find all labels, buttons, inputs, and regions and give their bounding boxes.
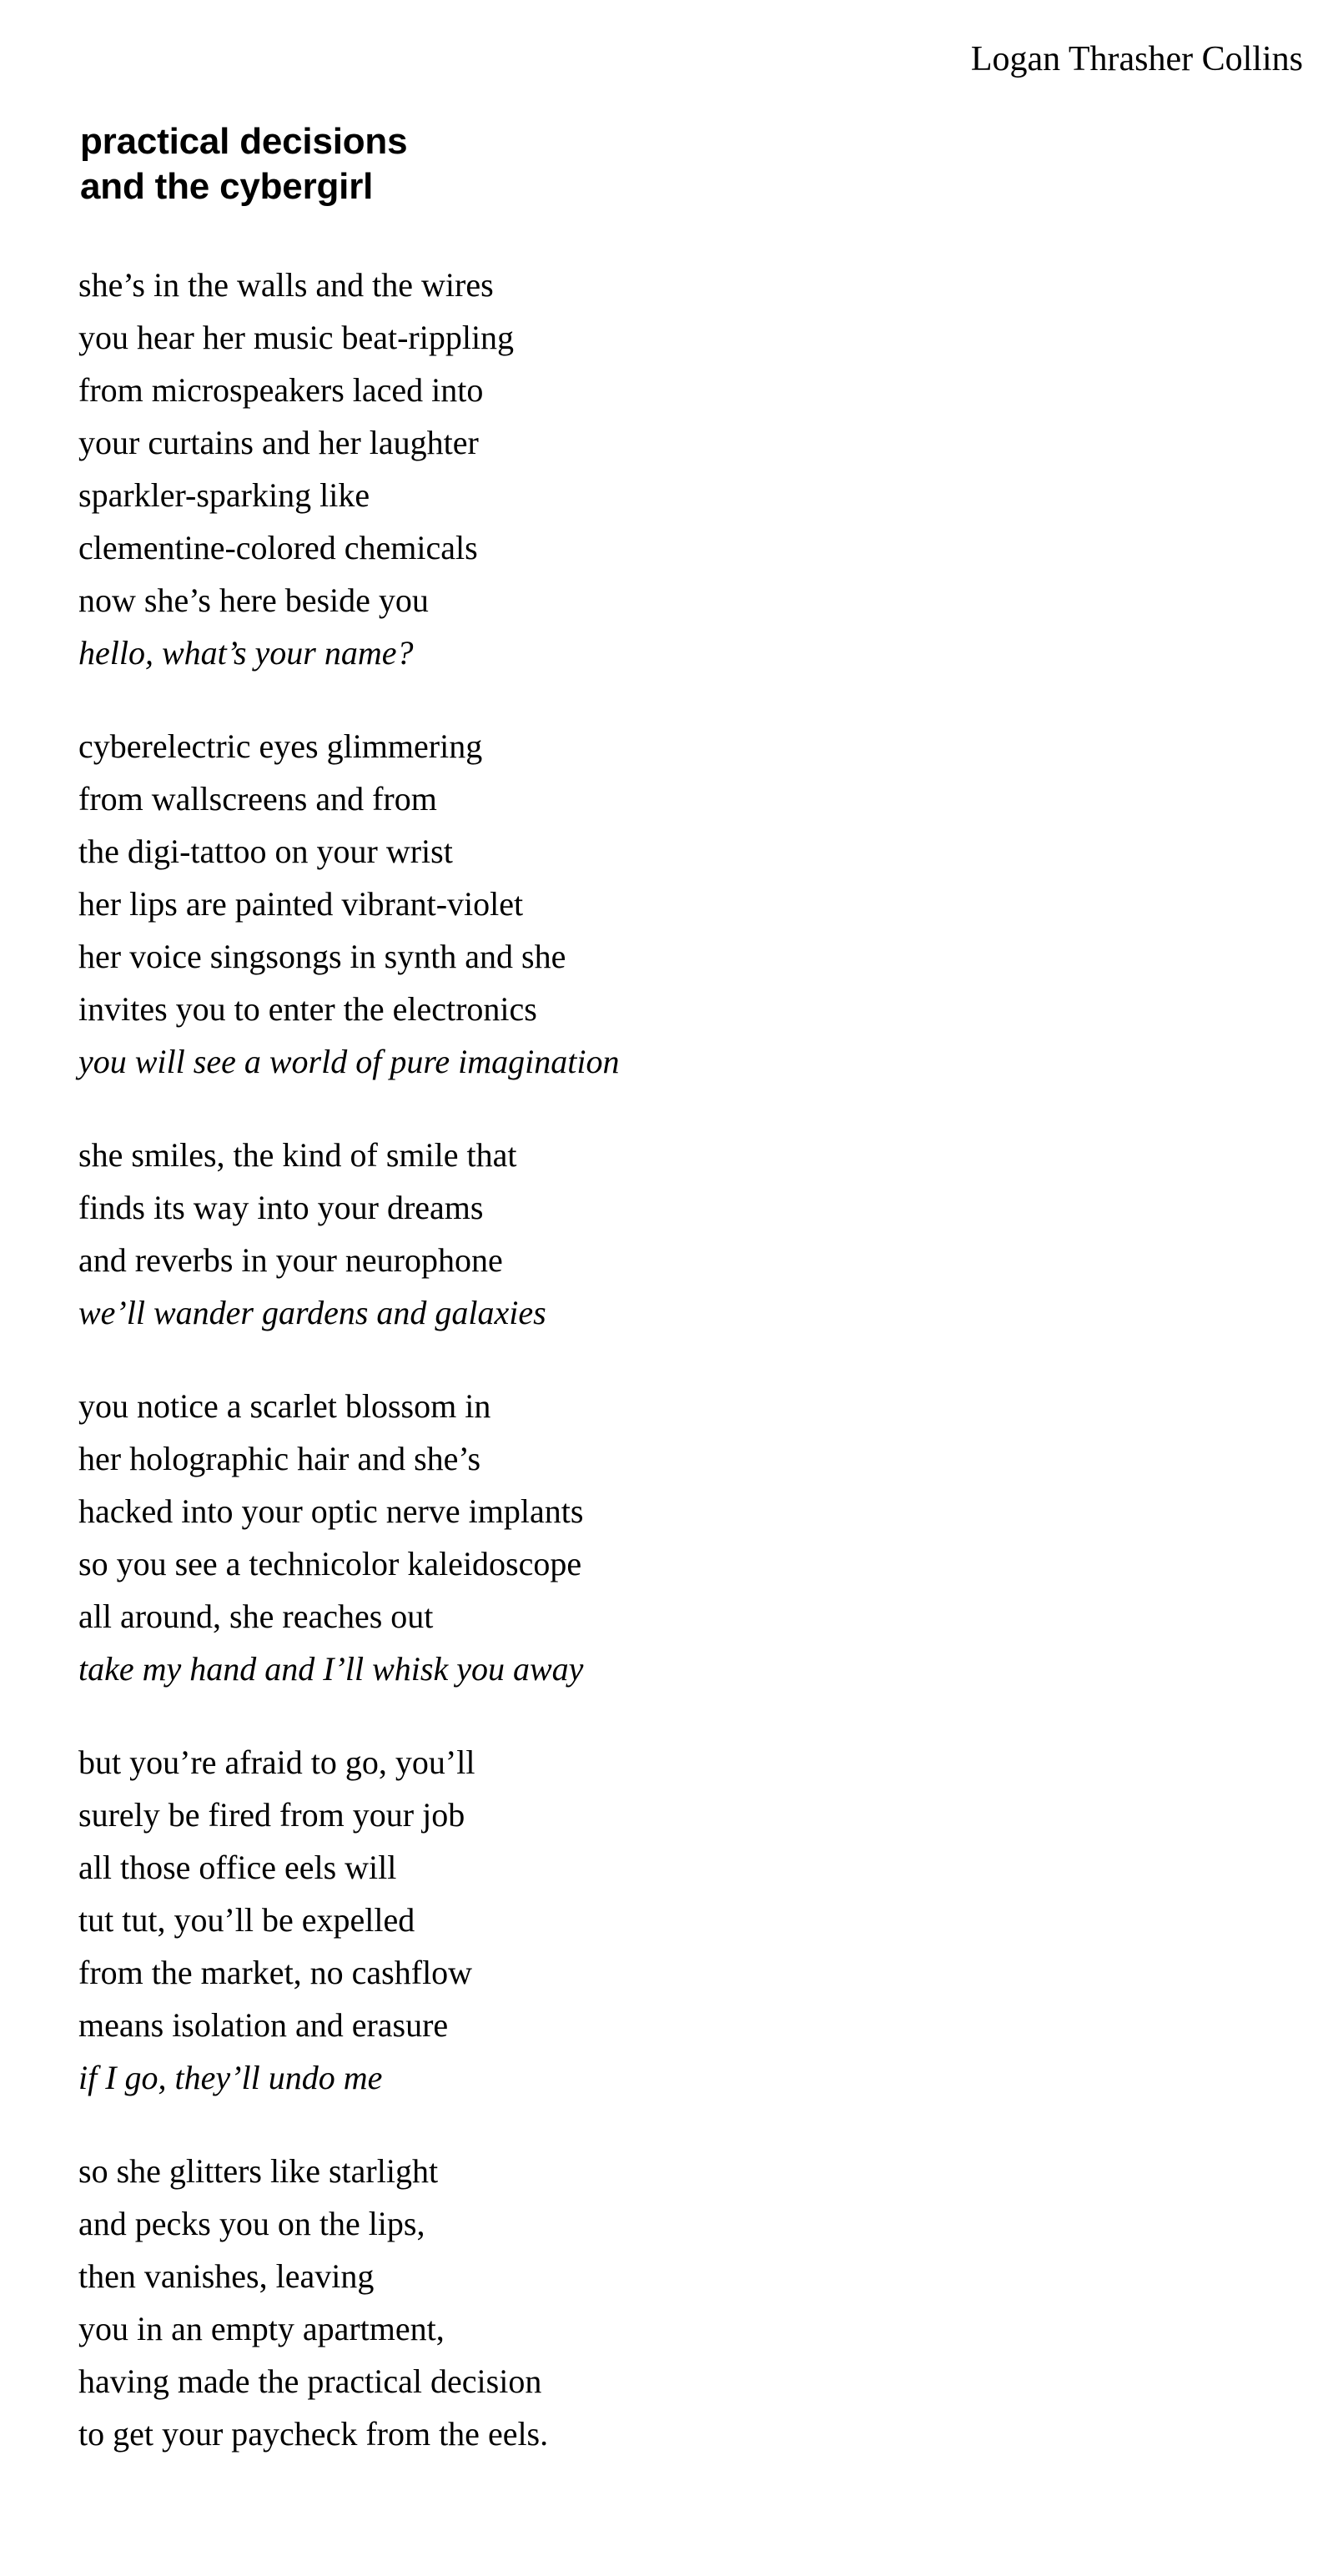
poem-line: and reverbs in your neurophone bbox=[78, 1241, 503, 1279]
poem-line: and pecks you on the lips, bbox=[78, 2205, 425, 2242]
stanza bbox=[78, 1736, 996, 2104]
poem-line: sparkler-sparking like bbox=[78, 476, 370, 514]
poem-line: her voice singsongs in synth and she bbox=[78, 938, 566, 975]
poem-line: from microspeakers laced into bbox=[78, 371, 484, 409]
poem-line: you will see a world of pure imagination bbox=[78, 1043, 620, 1080]
poem-line: from wallscreens and from bbox=[78, 780, 437, 818]
poem-line: her holographic hair and she’s bbox=[78, 1440, 481, 1477]
poem-line: we’ll wander gardens and galaxies bbox=[78, 1294, 546, 1331]
poem-line: her lips are painted vibrant-violet bbox=[78, 885, 524, 923]
poem-line: hacked into your optic nerve implants bbox=[78, 1492, 584, 1530]
poem-line: so she glitters like starlight bbox=[78, 2152, 439, 2190]
stanza bbox=[78, 2145, 996, 2460]
poem-line: your curtains and her laughter bbox=[78, 424, 479, 461]
poem-line: you notice a scarlet blossom in bbox=[78, 1387, 491, 1425]
poem-line: all those office eels will bbox=[78, 1849, 397, 1886]
poem-line: clementine-colored chemicals bbox=[78, 529, 478, 566]
poem-line: the digi-tattoo on your wrist bbox=[78, 833, 453, 870]
poem-line: she smiles, the kind of smile that bbox=[78, 1136, 517, 1174]
poem-line: means isolation and erasure bbox=[78, 2006, 449, 2044]
poem-line: tut tut, you’ll be expelled bbox=[78, 1901, 415, 1939]
poem-line: but you’re afraid to go, you’ll bbox=[78, 1743, 475, 1781]
poem-line: cyberelectric eyes glimmering bbox=[78, 727, 483, 765]
stanza bbox=[78, 1380, 996, 1695]
poem-line: you in an empty apartment, bbox=[78, 2310, 445, 2347]
poem-line: surely be fired from your job bbox=[78, 1796, 465, 1834]
poem-line: if I go, they’ll undo me bbox=[78, 2059, 383, 2096]
poem-line: to get your paycheck from the eels. bbox=[78, 2415, 549, 2453]
poem-line: having made the practical decision bbox=[78, 2362, 542, 2400]
poem-line: all around, she reaches out bbox=[78, 1597, 434, 1635]
stanza bbox=[78, 1129, 996, 1339]
poem-line: so you see a technicolor kaleidoscope bbox=[78, 1545, 582, 1582]
poem-line: from the market, no cashflow bbox=[78, 1954, 473, 1991]
poem-line: you hear her music beat-rippling bbox=[78, 319, 515, 356]
poem-line: hello, what’s your name? bbox=[78, 634, 414, 672]
author-byline: Logan Thrasher Collins bbox=[970, 40, 1303, 78]
poem-line: invites you to enter the electronics bbox=[78, 990, 537, 1028]
page-title bbox=[80, 119, 407, 209]
page-title-line-1: practical decisions bbox=[80, 121, 408, 163]
poem-line: she’s in the walls and the wires bbox=[78, 266, 494, 304]
poem-line: finds its way into your dreams bbox=[78, 1189, 484, 1226]
poem-line: then vanishes, leaving bbox=[78, 2257, 375, 2295]
poem-line: take my hand and I’ll whisk you away bbox=[78, 1650, 584, 1688]
poem-line: now she’s here beside you bbox=[78, 581, 429, 619]
poem-body bbox=[78, 259, 996, 2501]
stanza bbox=[78, 259, 996, 679]
stanza bbox=[78, 720, 996, 1088]
page-title-line-2: and the cybergirl bbox=[80, 166, 374, 208]
